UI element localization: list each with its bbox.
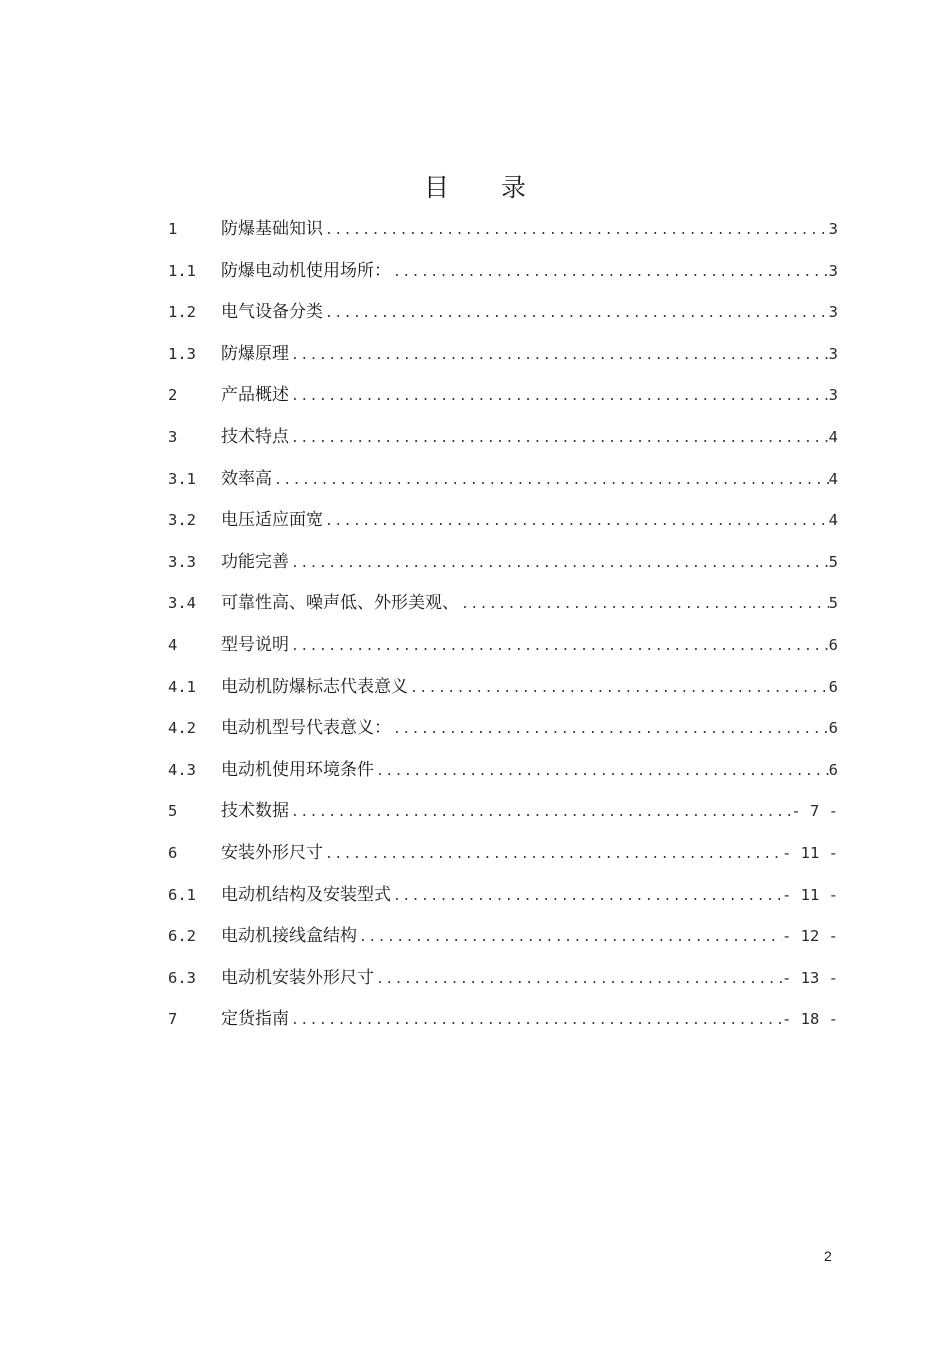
toc-list (168, 209, 838, 1041)
toc-entry-title: 电压适应面宽 (221, 510, 323, 531)
toc-entry[interactable] (168, 916, 838, 958)
toc-entry-number: 4 (168, 635, 178, 654)
toc-entry-number: 6.3 (168, 968, 196, 987)
toc-entry-title: 技术特点 (221, 426, 289, 447)
toc-dot-leader (289, 376, 829, 418)
toc-entry-title: 型号说明 (221, 634, 289, 655)
toc-title-char-1: 目 (423, 173, 449, 202)
toc-entry-page: 4 (828, 469, 838, 488)
toc-entry-page: - 11 - (782, 885, 838, 904)
toc-entry[interactable] (168, 875, 838, 917)
toc-dot-leader (408, 668, 829, 710)
toc-entry-title: 防爆原理 (221, 343, 289, 364)
toc-entry-page: 6 (828, 635, 838, 654)
toc-entry-title: 安装外形尺寸 (221, 842, 323, 863)
toc-entry-number: 3.4 (168, 594, 196, 613)
toc-entry-number: 3.1 (168, 469, 196, 488)
toc-entry-number: 3.2 (168, 511, 196, 530)
toc-entry[interactable] (168, 791, 838, 833)
toc-entry-number: 5 (168, 802, 178, 821)
toc-entry[interactable] (168, 750, 838, 792)
toc-dot-leader (323, 834, 782, 876)
toc-dot-leader (272, 460, 829, 502)
toc-entry-number: 6 (168, 843, 178, 862)
toc-dot-leader (391, 252, 829, 294)
toc-entry-title: 电动机安装外形尺寸 (221, 967, 374, 988)
toc-entry-page: - 12 - (782, 927, 838, 946)
toc-entry-page: 3 (828, 220, 838, 238)
toc-dot-leader (323, 501, 829, 543)
toc-dot-leader (289, 626, 829, 668)
toc-entry-title: 功能完善 (221, 551, 289, 572)
toc-entry-title: 防爆基础知识 (221, 219, 323, 239)
toc-entry-number: 4.1 (168, 677, 196, 696)
toc-title (0, 168, 950, 204)
toc-dot-leader (374, 959, 782, 1001)
toc-entry-title: 电气设备分类 (221, 302, 323, 323)
toc-entry-number: 3.3 (168, 552, 196, 571)
toc-dot-leader (289, 418, 829, 460)
toc-entry-page: 6 (828, 719, 838, 738)
toc-entry-title: 产品概述 (221, 385, 289, 406)
toc-entry[interactable] (168, 417, 838, 459)
toc-entry[interactable] (168, 459, 838, 501)
toc-entry-page: 4 (828, 427, 838, 446)
toc-entry-title: 防爆电动机使用场所： (221, 260, 391, 281)
toc-entry-number: 1.3 (168, 344, 196, 363)
toc-entry[interactable] (168, 708, 838, 750)
toc-entry[interactable] (168, 958, 838, 1000)
toc-entry-page: - 18 - (782, 1010, 838, 1029)
toc-dot-leader (391, 709, 829, 751)
toc-entry[interactable] (168, 833, 838, 875)
toc-entry-page: 5 (828, 594, 838, 613)
toc-dot-leader (357, 917, 782, 959)
toc-entry-number: 4.2 (168, 719, 196, 738)
toc-entry[interactable] (168, 209, 838, 251)
toc-entry-number: 6.2 (168, 927, 196, 946)
toc-entry[interactable] (168, 999, 838, 1041)
toc-entry[interactable] (168, 334, 838, 376)
toc-entry-page: 6 (828, 760, 838, 779)
toc-entry[interactable] (168, 583, 838, 625)
toc-entry-number: 6.1 (168, 885, 196, 904)
toc-entry-page: - 13 - (782, 968, 838, 987)
toc-entry-title: 技术数据 (221, 801, 289, 822)
toc-entry-page: 4 (828, 511, 838, 530)
toc-entry-page: 5 (828, 552, 838, 571)
toc-entry-title: 电动机防爆标志代表意义 (221, 676, 408, 697)
toc-entry-page: - 11 - (782, 843, 838, 862)
toc-entry-number: 3 (168, 427, 178, 446)
toc-entry-page: 6 (828, 677, 838, 696)
toc-entry-title: 电动机使用环境条件 (221, 759, 374, 780)
toc-dot-leader (289, 792, 791, 834)
toc-entry-title: 可靠性高、噪声低、外形美观、 (221, 593, 459, 614)
toc-dot-leader (374, 751, 829, 793)
page-number: 2 (824, 1248, 832, 1264)
toc-entry[interactable] (168, 292, 838, 334)
toc-entry-number: 1 (168, 220, 178, 238)
toc-entry[interactable] (168, 251, 838, 293)
toc-entry-page: - 7 - (791, 802, 838, 821)
toc-entry-number: 1.1 (168, 261, 196, 280)
toc-entry-number: 2 (168, 386, 178, 405)
toc-entry[interactable] (168, 542, 838, 584)
toc-entry-number: 7 (168, 1010, 178, 1029)
toc-entry[interactable] (168, 375, 838, 417)
toc-entry-page: 3 (828, 344, 838, 363)
toc-entry-title: 效率高 (221, 468, 272, 489)
toc-entry-page: 3 (828, 386, 838, 405)
toc-entry-page: 3 (828, 303, 838, 322)
toc-dot-leader (289, 1000, 782, 1042)
toc-entry-title: 定货指南 (221, 1009, 289, 1030)
toc-entry-title: 电动机结构及安装型式 (221, 884, 391, 905)
toc-entry[interactable] (168, 500, 838, 542)
toc-dot-leader (289, 543, 829, 585)
toc-dot-leader (323, 293, 829, 335)
toc-entry[interactable] (168, 667, 838, 709)
toc-dot-leader (459, 584, 829, 626)
toc-dot-leader (391, 876, 782, 918)
toc-entry-number: 4.3 (168, 760, 196, 779)
toc-entry-number: 1.2 (168, 303, 196, 322)
toc-dot-leader (323, 210, 829, 252)
toc-title-char-2: 录 (501, 173, 527, 202)
toc-entry-page: 3 (828, 261, 838, 280)
toc-entry-title: 电动机型号代表意义： (221, 718, 391, 739)
toc-entry-title: 电动机接线盒结构 (221, 926, 357, 947)
toc-entry[interactable] (168, 625, 838, 667)
toc-dot-leader (289, 335, 829, 377)
